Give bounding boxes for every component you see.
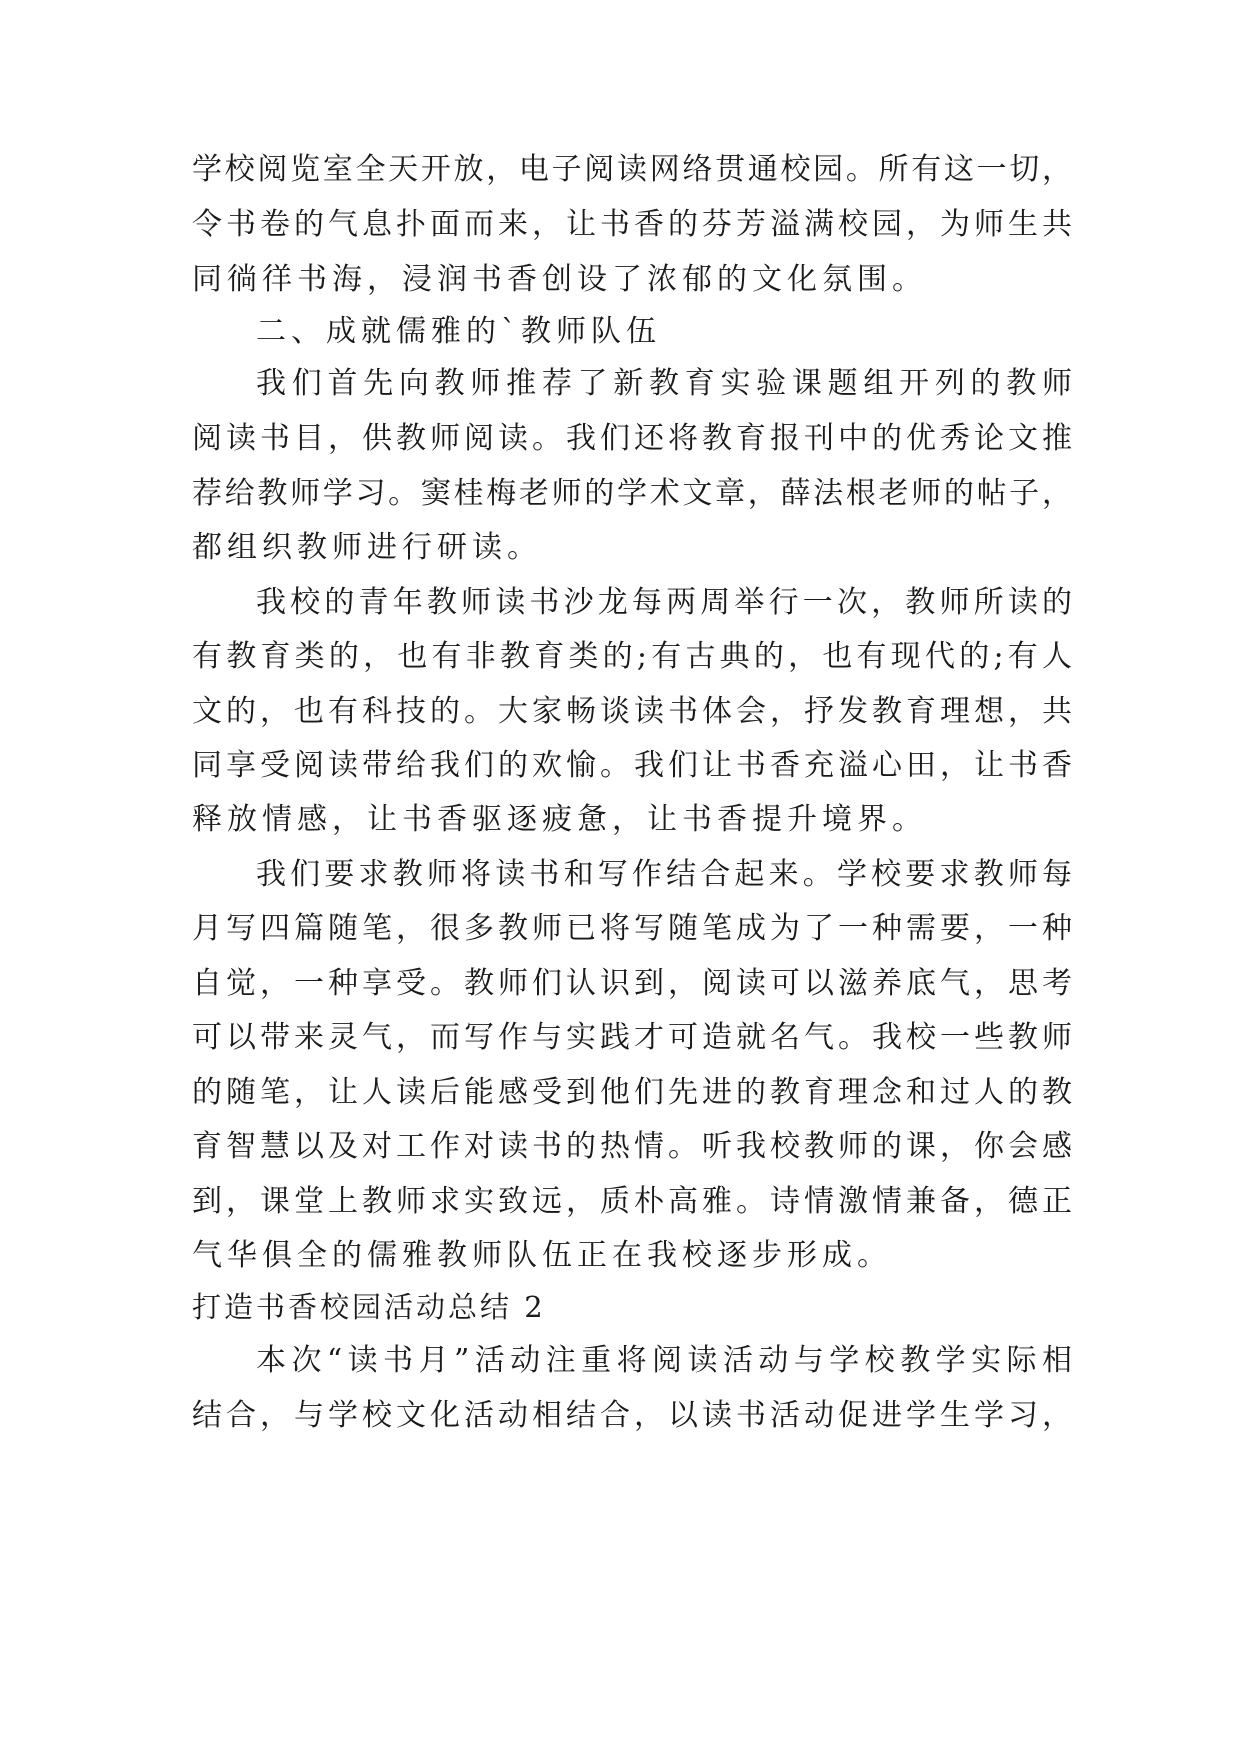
body-text-line: 我们要求教师将读书和写作结合起来。学校要求教师每 <box>256 857 1072 892</box>
body-text-line: 令书卷的气息扑面而来，让书香的芬芳溢满校园，为师生共 <box>192 207 1072 242</box>
body-text-line: 自觉，一种享受。教师们认识到，阅读可以滋养底气，思考 <box>192 966 1072 1001</box>
body-text-line: 都组织教师进行研读。 <box>192 530 542 565</box>
body-text-line: 气华俱全的儒雅教师队伍正在我校逐步形成。 <box>192 1238 892 1273</box>
body-text-line: 同徜徉书海，浸润书香创设了浓郁的文化氛围。 <box>192 262 927 297</box>
document-title: 打造书香校园活动总结 2 <box>192 1290 546 1324</box>
body-text-line: 月写四篇随笔，很多教师已将写随笔成为了一种需要，一种 <box>192 911 1072 946</box>
body-text-line: 文的，也有科技的。大家畅谈读书体会，抒发教育理想，共 <box>192 694 1072 729</box>
body-text-line: 学校阅览室全天开放，电子阅读网络贯通校园。所有这一切， <box>192 152 1072 187</box>
body-text-line: 同享受阅读带给我们的欢愉。我们让书香充溢心田，让书香 <box>192 748 1072 783</box>
section-heading: 二、成就儒雅的`教师队伍 <box>256 314 661 349</box>
body-text-line: 育智慧以及对工作对读书的热情。听我校教师的课，你会感 <box>192 1129 1072 1164</box>
body-text-line: 本次“读书月”活动注重将阅读活动与学校教学实际相 <box>256 1343 1072 1378</box>
body-text-line: 可以带来灵气，而写作与实践才可造就名气。我校一些教师 <box>192 1020 1072 1055</box>
body-text-line: 到，课堂上教师求实致远，质朴高雅。诗情激情兼备，德正 <box>192 1184 1072 1219</box>
body-text-line: 我们首先向教师推荐了新教育实验课题组开列的教师 <box>256 366 1072 401</box>
body-text-line: 荐给教师学习。窦桂梅老师的学术文章，薛法根老师的帖子， <box>192 476 1072 511</box>
body-text-line: 有教育类的，也有非教育类的;有古典的，也有现代的;有人 <box>192 639 1072 674</box>
body-text-line: 阅读书目，供教师阅读。我们还将教育报刊中的优秀论文推 <box>192 421 1072 456</box>
body-text-line: 释放情感，让书香驱逐疲惫，让书香提升境界。 <box>192 802 927 837</box>
body-text-line: 我校的青年教师读书沙龙每两周举行一次，教师所读的 <box>256 585 1072 620</box>
body-text-line: 结合，与学校文化活动相结合，以读书活动促进学生学习， <box>192 1398 1072 1433</box>
body-text-line: 的随笔，让人读后能感受到他们先进的教育理念和过人的教 <box>192 1075 1072 1110</box>
